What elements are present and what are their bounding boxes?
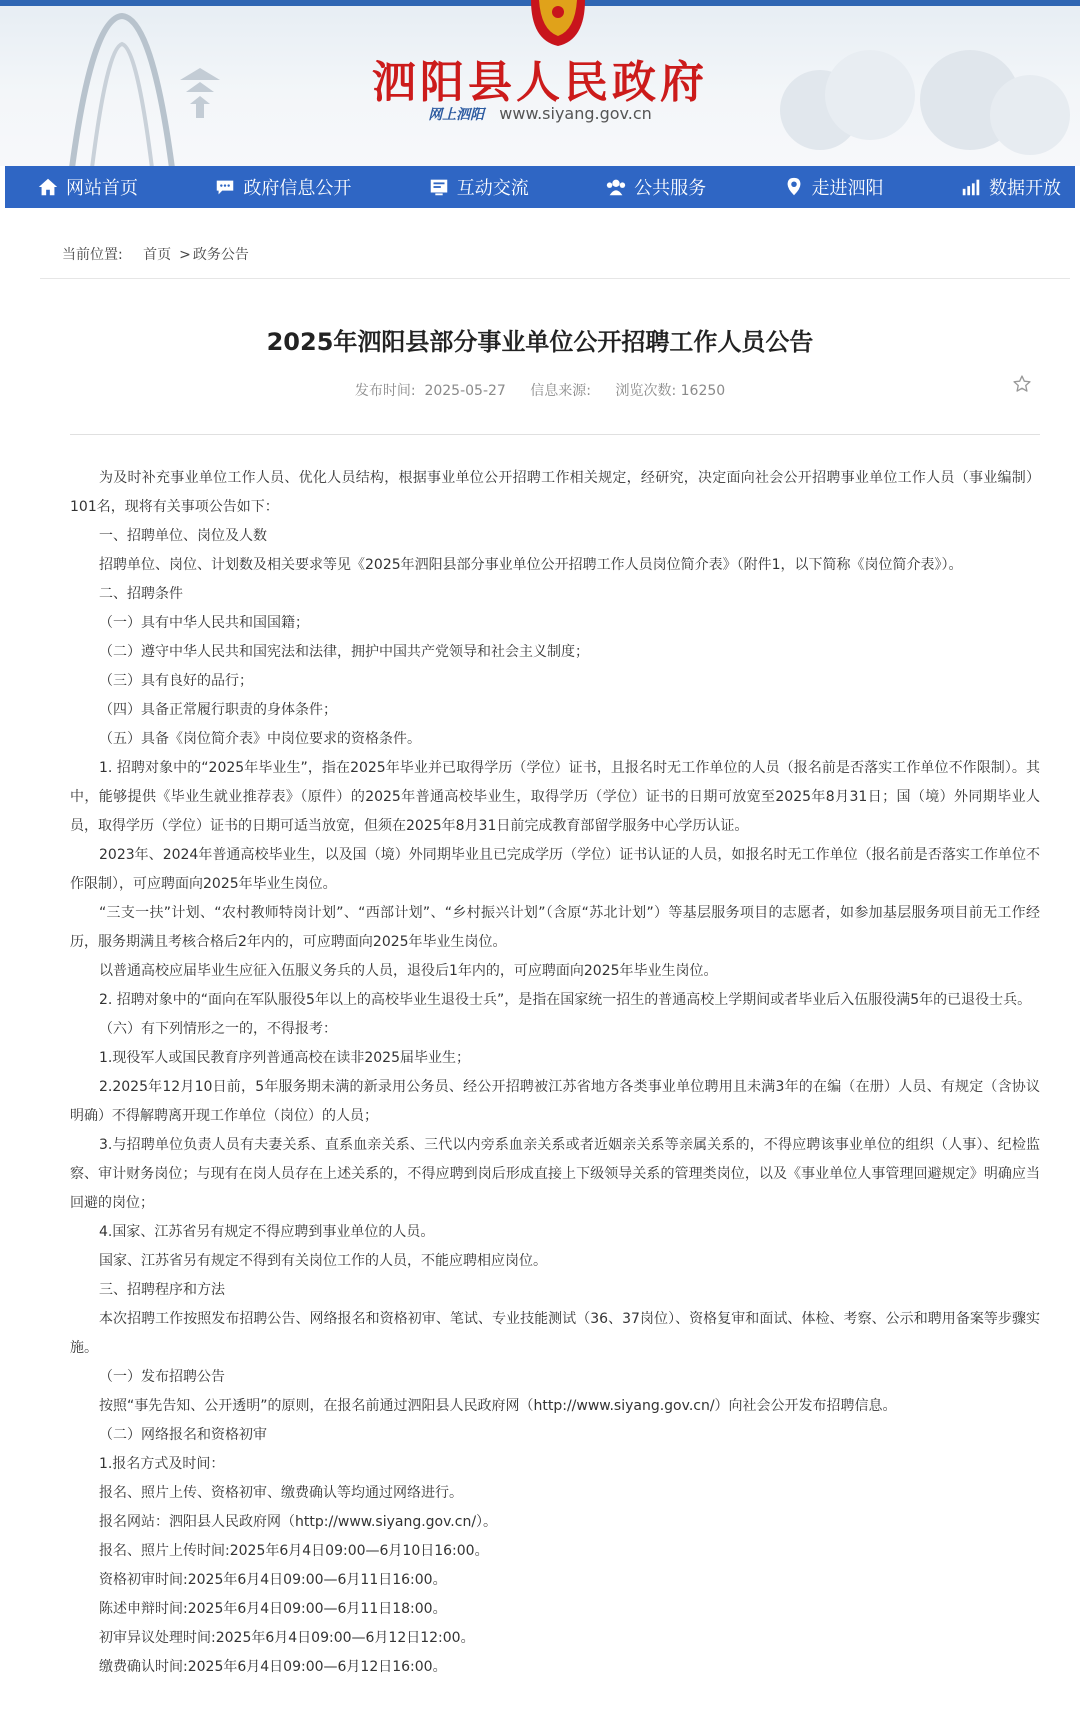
breadcrumb-prefix: 当前位置:	[62, 247, 123, 263]
screen-icon	[428, 176, 450, 198]
site-brand: 网上泗阳	[428, 107, 485, 123]
source-label: 信息来源:	[530, 383, 591, 399]
nav-item-label: 互动交流	[456, 178, 529, 199]
header-banner	[0, 0, 1080, 166]
location-icon	[783, 176, 805, 198]
article-paragraph: （四）具备正常履行职责的身体条件；	[99, 702, 337, 718]
site-subtitle	[0, 104, 1080, 124]
article-paragraph: 1. 招聘对象中的“2025年毕业生”，指在2025年毕业并已取得学历（学位）证书，且报名时无工作单位的人员（报名前是否落实工作单位不作限制）。其中，能够提供《毕业生就业推荐表》（原件）的2025年普通高校毕业生，取得学历（学位）证书的日期可放宽至2025年8月31日；国（境）外同期毕业人员，取得学历（学位）证书的日期可适当放宽，但须在2025年8月31日前完成教育部留学服务中心学历认证。	[70, 760, 1040, 834]
article-paragraph: 三、招聘程序和方法	[99, 1282, 225, 1298]
nav-item-label: 网站首页	[66, 178, 138, 199]
divider	[70, 434, 1040, 435]
people-icon	[605, 176, 627, 198]
article-paragraph: 一、招聘单位、岗位及人数	[99, 528, 267, 544]
nav-item-open-data[interactable]	[960, 174, 1061, 200]
breadcrumb-separator: >	[179, 247, 191, 263]
article-paragraph: 缴费确认时间:2025年6月4日09:00—6月12日16:00。	[99, 1659, 447, 1675]
publish-label: 发布时间:	[354, 383, 416, 399]
article-paragraph: 报名、照片上传时间:2025年6月4日09:00—6月10日16:00。	[99, 1543, 489, 1559]
article-paragraph: （一）具有中华人民共和国国籍；	[99, 615, 309, 631]
article-paragraph: 按照“事先告知、公开透明”的原则，在报名前通过泗阳县人民政府网（http://www.siyang.gov.cn/）向社会公开发布招聘信息。	[99, 1398, 897, 1414]
site-title: 泗阳县人民政府	[372, 57, 708, 108]
views-count: 16250	[680, 383, 726, 399]
article-paragraph: 以普通高校应届毕业生应征入伍服义务兵的人员，退役后1年内的，可应聘面向2025年毕业生岗位。	[99, 963, 718, 979]
site-domain: www.siyang.gov.cn	[499, 104, 652, 123]
article-paragraph: （二）遵守中华人民共和国宪法和法律，拥护中国共产党领导和社会主义制度；	[99, 644, 589, 660]
breadcrumb	[62, 244, 255, 264]
divider	[40, 278, 1070, 279]
star-icon[interactable]	[1012, 374, 1032, 394]
article-paragraph: 1.现役军人或国民教育序列普通高校在读非2025届毕业生；	[99, 1050, 470, 1066]
nav-item-gov-info[interactable]	[214, 174, 351, 200]
article-paragraph: 报名网站：泗阳县人民政府网（http://www.siyang.gov.cn/）。	[99, 1514, 498, 1530]
publish-date: 2025-05-27	[424, 383, 506, 399]
article-paragraph: 1.报名方式及时间：	[99, 1456, 225, 1472]
article-paragraph: 国家、江苏省另有规定不得到有关岗位工作的人员，不能应聘相应岗位。	[99, 1253, 547, 1269]
breadcrumb-current[interactable]: 政务公告	[192, 247, 249, 263]
article-paragraph: （六）有下列情形之一的，不得报考：	[99, 1021, 337, 1037]
nav-item-about[interactable]	[783, 174, 884, 200]
article-paragraph: 招聘单位、岗位、计划数及相关要求等见《2025年泗阳县部分事业单位公开招聘工作人员岗位简介表》（附件1，以下简称《岗位简介表》）。	[99, 557, 963, 573]
views-label: 浏览次数:	[615, 383, 677, 399]
article-paragraph: 资格初审时间:2025年6月4日09:00—6月11日16:00。	[99, 1572, 447, 1588]
article-paragraph: （五）具备《岗位简介表》中岗位要求的资格条件。	[99, 731, 421, 747]
main-nav	[5, 166, 1075, 208]
article-body	[70, 464, 1040, 1682]
article-paragraph: 报名、照片上传、资格初审、缴费确认等均通过网络进行。	[99, 1485, 463, 1501]
breadcrumb-home[interactable]: 首页	[143, 247, 172, 263]
nav-item-label: 政府信息公开	[243, 178, 352, 199]
nav-item-home[interactable]	[37, 174, 138, 200]
article-meta	[0, 380, 1080, 400]
article-title: 2025年泗阳县部分事业单位公开招聘工作人员公告	[266, 328, 814, 356]
article-paragraph: （二）网络报名和资格初审	[99, 1427, 267, 1443]
home-icon	[37, 176, 59, 198]
article-paragraph: （一）发布招聘公告	[99, 1369, 225, 1385]
article-paragraph: 2023年、2024年普通高校毕业生，以及国（境）外同期毕业且已完成学历（学位）证书认证的人员，如报名时无工作单位（报名前是否落实工作单位不作限制），可应聘面向2025年毕业生岗位。	[70, 847, 1040, 892]
national-emblem-icon	[527, 0, 589, 48]
nav-item-label: 数据开放	[988, 178, 1061, 199]
article-paragraph: 3.与招聘单位负责人员有夫妻关系、直系血亲关系、三代以内旁系血亲关系或者近姻亲关系等亲属关系的，不得应聘该事业单位的组织（人事）、纪检监察、审计财务岗位；与现有在岗人员存在上述关系的，不得应聘到岗后形成直接上下级领导关系的管理类岗位，以及《事业单位人事管理回避规定》明确应当回避的岗位；	[70, 1137, 1040, 1211]
nav-item-label: 公共服务	[634, 178, 707, 199]
article-paragraph: 初审异议处理时间:2025年6月4日09:00—6月12日12:00。	[99, 1630, 475, 1646]
chat-icon	[214, 176, 236, 198]
article-paragraph: 陈述申辩时间:2025年6月4日09:00—6月11日18:00。	[99, 1601, 447, 1617]
nav-item-label: 走进泗阳	[811, 178, 884, 199]
article-paragraph: 为及时补充事业单位工作人员、优化人员结构，根据事业单位公开招聘工作相关规定，经研究，决定面向社会公开招聘事业单位工作人员（事业编制）101名，现将有关事项公告如下：	[70, 470, 1040, 515]
article-paragraph: 二、招聘条件	[99, 586, 183, 602]
article-paragraph: 4.国家、江苏省另有规定不得应聘到事业单位的人员。	[99, 1224, 435, 1240]
nav-item-public-service[interactable]	[605, 174, 706, 200]
article-paragraph: 2. 招聘对象中的“面向在军队服役5年以上的高校毕业生退役士兵”，是指在国家统一招生的普通高校上学期间或者毕业后入伍服役满5年的已退役士兵。	[99, 992, 1032, 1008]
article-paragraph: 2.2025年12月10日前，5年服务期未满的新录用公务员、经公开招聘被江苏省地方各类事业单位聘用且未满3年的在编（在册）人员、有规定（含协议明确）不得解聘离开现工作单位（岗位）的人员；	[70, 1079, 1040, 1124]
article-paragraph: （三）具有良好的品行；	[99, 673, 253, 689]
article-paragraph: “三支一扶”计划、“农村教师特岗计划”、“西部计划”、“乡村振兴计划”（含原“苏北计划”）等基层服务项目的志愿者，如参加基层服务项目前无工作经历，服务期满且考核合格后2年内的，可应聘面向2025年毕业生岗位。	[70, 905, 1040, 950]
article-paragraph: 本次招聘工作按照发布招聘公告、网络报名和资格初审、笔试、专业技能测试（36、37岗位）、资格复审和面试、体检、考察、公示和聘用备案等步骤实施。	[70, 1311, 1040, 1356]
nav-item-interaction[interactable]	[428, 174, 529, 200]
chart-icon	[960, 176, 982, 198]
